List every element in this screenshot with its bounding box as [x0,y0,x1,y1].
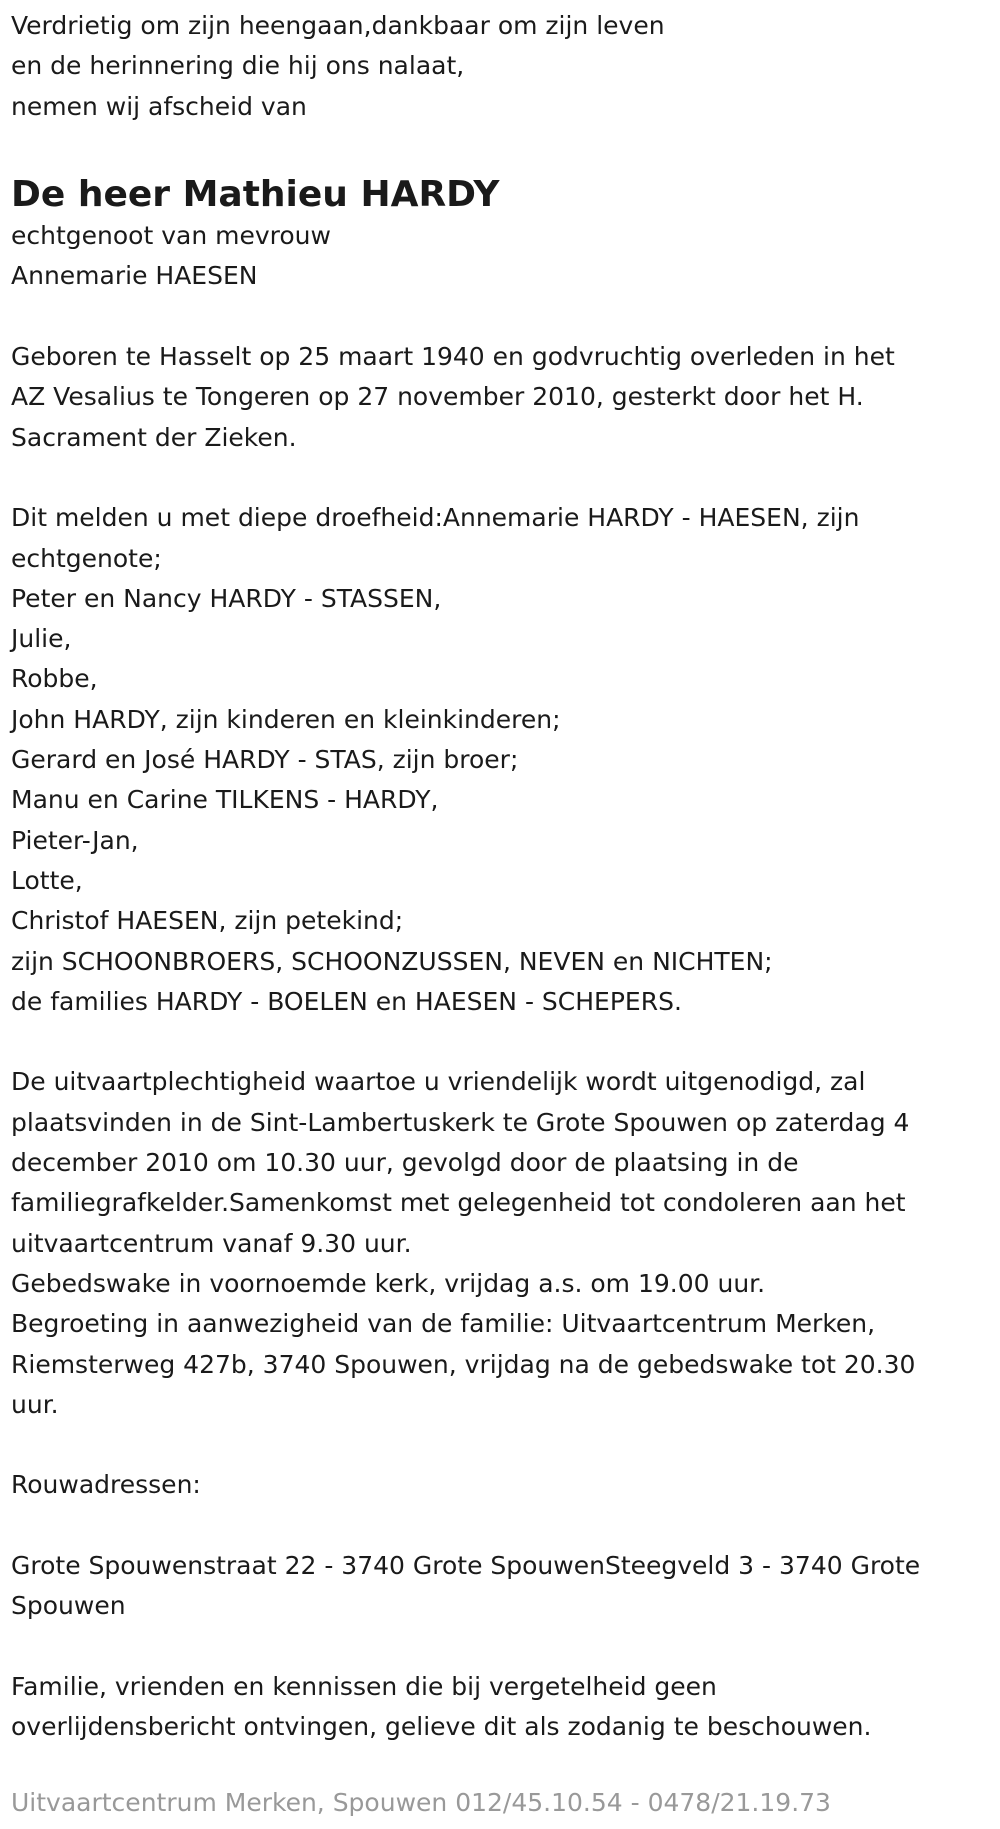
family-line: echtgenote; [11,543,162,573]
ceremony-text [11,1062,992,1425]
family-line: John HARDY, zijn kinderen en kleinkinderen; [11,704,561,734]
funeral-home-footer: Uitvaartcentrum Merken, Spouwen 012/45.10.54 - 0478/21.19.73 [11,1788,831,1817]
spouse-line: echtgenoot van mevrouw [11,221,331,251]
ceremony-line: Gebedswake in voornoemde kerk, vrijdag a.s. om 19.00 uur. [11,1268,766,1298]
address-line: Grote Spouwenstraat 22 - 3740 Grote SpouwenSteegveld 3 - 3740 Grote [11,1550,921,1580]
family-line: de families HARDY - BOELEN en HAESEN - SCHEPERS. [11,986,682,1016]
family-line: Lotte, [11,865,83,895]
closing-line: Familie, vrienden en kennissen die bij vergetelheid geen [11,1671,717,1701]
family-line: Julie, [11,624,72,654]
ceremony-line: uitvaartcentrum vanaf 9.30 uur. [11,1228,412,1258]
family-line: Dit melden u met diepe droefheid:Annemarie HARDY - HAESEN, zijn [11,503,860,533]
family-line: Manu en Carine TILKENS - HARDY, [11,785,439,815]
deceased-name: De heer Mathieu HARDY [11,174,500,216]
intro-line: en de herinnering die hij ons nalaat, [11,51,465,81]
family-line: Christof HAESEN, zijn petekind; [11,906,404,936]
ceremony-line: familiegrafkelder.Samenkomst met gelegenheid tot condoleren aan het [11,1188,906,1218]
ceremony-line: De uitvaartplechtigheid waartoe u vriendelijk wordt uitgenodigd, zal [11,1067,866,1097]
family-line: zijn SCHOONBROERS, SCHOONZUSSEN, NEVEN en NICHTEN; [11,946,773,976]
birth-death-line: AZ Vesalius te Tongeren op 27 november 2010, gesterkt door het H. [11,382,864,412]
birth-death-line: Geboren te Hasselt op 25 maart 1940 en godvruchtig overleden in het [11,342,895,372]
closing-text [11,1667,992,1748]
intro-line: nemen wij afscheid van [11,91,307,121]
spacer [11,1506,992,1546]
spacer [11,1425,992,1465]
spacer [11,1022,992,1062]
spacer [11,458,992,498]
spouse-line: Annemarie HAESEN [11,261,258,291]
family-line: Robbe, [11,664,98,694]
intro-line: Verdrietig om zijn heengaan,dankbaar om zijn leven [11,11,665,40]
family-line: Pieter-Jan, [11,825,139,855]
spouse-text [11,216,992,297]
spacer [11,1627,992,1667]
closing-line: overlijdensbericht ontvingen, gelieve dit als zodanig te beschouwen. [11,1712,872,1742]
ceremony-line: uur. [11,1389,59,1419]
family-line: Gerard en José HARDY - STAS, zijn broer; [11,745,519,775]
family-list [11,498,992,1022]
family-line: Peter en Nancy HARDY - STASSEN, [11,583,442,613]
ceremony-line: december 2010 om 10.30 uur, gevolgd door de plaatsing in de [11,1148,799,1178]
birth-death-line: Sacrament der Zieken. [11,422,297,452]
address-line: Spouwen [11,1591,126,1621]
ceremony-line: Riemsterweg 427b, 3740 Spouwen, vrijdag na de gebedswake tot 20.30 [11,1349,916,1379]
spacer [11,127,992,167]
ceremony-line: Begroeting in aanwezigheid van de familie: Uitvaartcentrum Merken, [11,1309,876,1339]
addresses-text [11,1546,992,1627]
spacer [11,297,992,337]
ceremony-line: plaatsvinden in de Sint-Lambertuskerk te Grote Spouwen op zaterdag 4 [11,1107,910,1137]
intro-text [11,6,992,127]
birth-death-text [11,337,992,458]
addresses-heading: Rouwadressen: [11,1470,201,1500]
